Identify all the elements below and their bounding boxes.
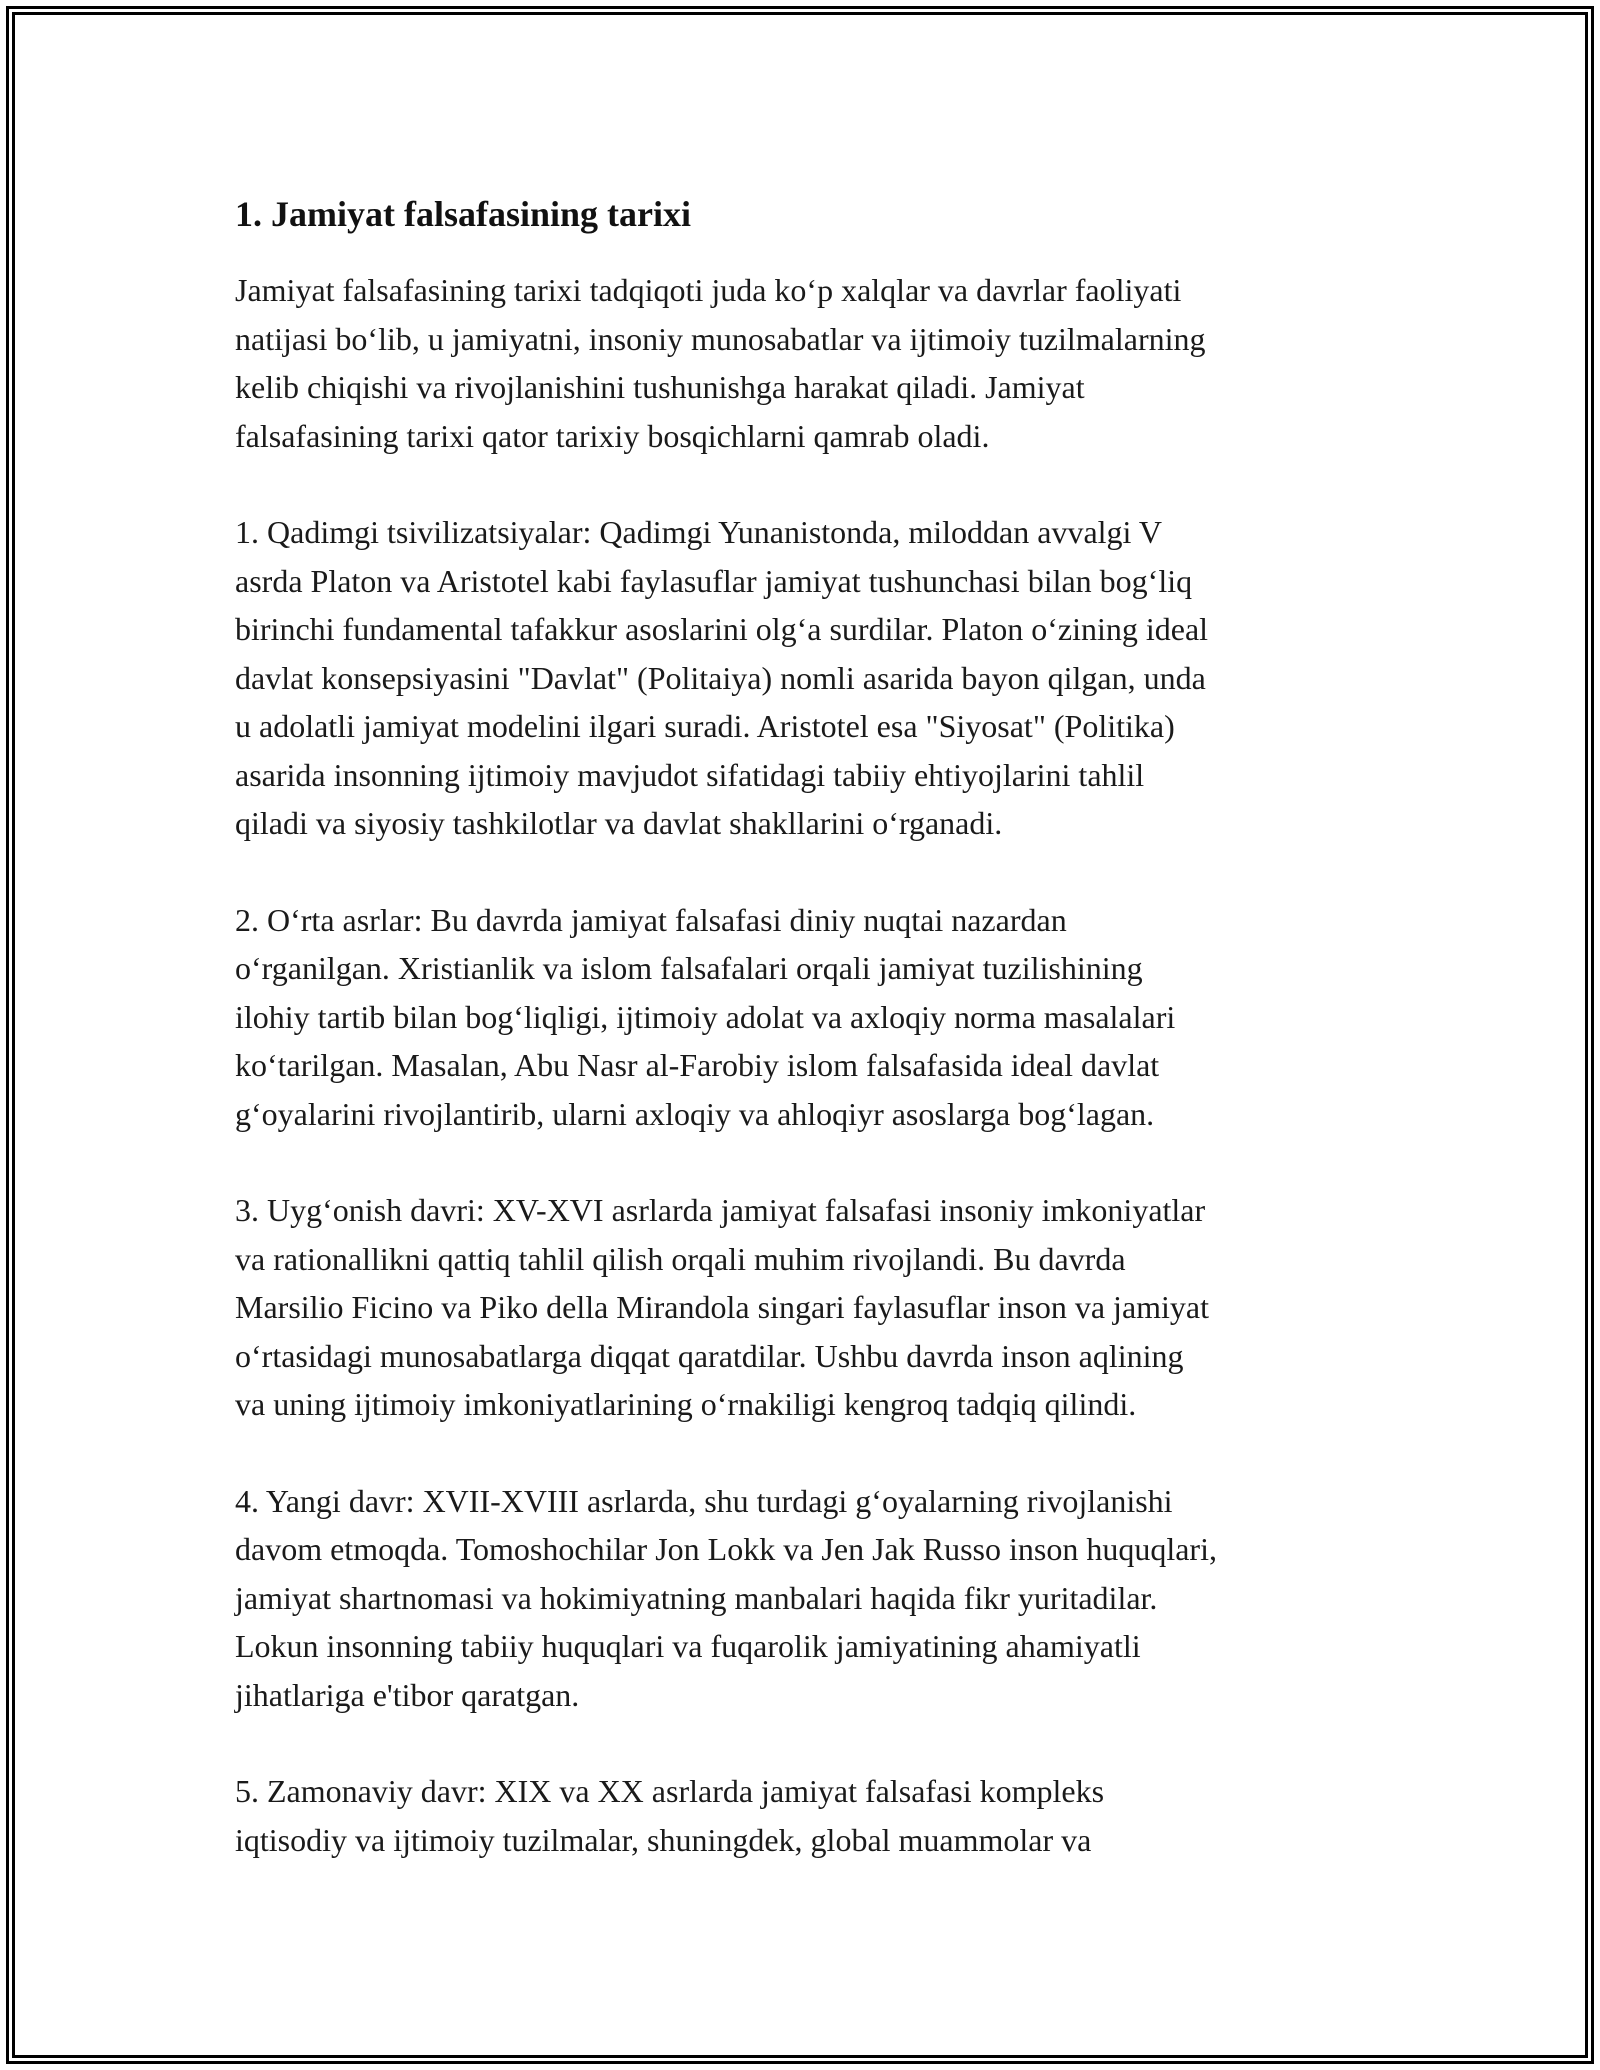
text-line: va uning ijtimoiy imkoniyatlarining o‘rnakiligi kengroq tadqiq qilindi.	[235, 1386, 1137, 1422]
text-line: kelib chiqishi va rivojlanishini tushunishga harakat qiladi. Jamiyat	[235, 369, 1085, 405]
text-line: davlat konsepsiyasini "Davlat" (Politaiya) nomli asarida bayon qilgan, unda	[235, 659, 1206, 696]
text-line: o‘rtasidagi munosabatlarga diqqat qaratdilar. Ushbu davrda inson aqlining	[235, 1337, 1184, 1374]
paragraph-renaissance	[235, 1186, 1375, 1429]
text-line: ko‘tarilgan. Masalan, Abu Nasr al-Farobiy islom falsafasida ideal davlat	[235, 1047, 1160, 1083]
text-line: qiladi va siyosiy tashkilotlar va davlat shakllarini o‘rganadi.	[235, 805, 1003, 841]
text-line: natijasi bo‘lib, u jamiyatni, insoniy munosabatlar va ijtimoiy tuzilmalarning	[235, 320, 1206, 357]
paragraph-ancient-civilizations	[235, 508, 1375, 848]
text-line: 5. Zamonaviy davr: XIX va XX asrlarda jamiyat falsafasi kompleks	[235, 1773, 1105, 1809]
text-line: 4. Yangi davr: XVII-XVIII asrlarda, shu turdagi g‘oyalarning rivojlanishi	[235, 1482, 1173, 1519]
text-line: asarida insonning ijtimoiy mavjudot sifatidagi tabiiy ehtiyojlarini tahlil	[235, 756, 1145, 793]
text-line: 3. Uyg‘onish davri: XV-XVI asrlarda jamiyat falsafasi insoniy imkoniyatlar	[235, 1192, 1206, 1228]
paragraph-modern-era	[235, 1767, 1375, 1864]
intro-paragraph	[235, 266, 1375, 460]
document-body	[235, 186, 1375, 1912]
section-heading: 1. Jamiyat falsafasining tarixi	[235, 194, 691, 234]
text-line: asrda Platon va Aristotel kabi faylasuflar jamiyat tushunchasi bilan bog‘liq	[235, 562, 1193, 599]
text-line: Lokun insonning tabiiy huquqlari va fuqarolik jamiyatining ahamiyatli	[235, 1628, 1141, 1664]
text-line: 2. O‘rta asrlar: Bu davrda jamiyat falsafasi diniy nuqtai nazardan	[235, 901, 1067, 938]
text-line: 1. Qadimgi tsivilizatsiyalar: Qadimgi Yunanistonda, miloddan avvalgi V	[235, 514, 1162, 550]
text-line: Jamiyat falsafasining tarixi tadqiqoti juda ko‘p xalqlar va davrlar faoliyati	[235, 272, 1182, 308]
text-line: Marsilio Ficino va Piko della Mirandola singari faylasuflar inson va jamiyat	[235, 1289, 1210, 1325]
text-line: jamiyat shartnomasi va hokimiyatning manbalari haqida fikr yuritadilar.	[235, 1579, 1158, 1616]
text-line: iqtisodiy va ijtimoiy tuzilmalar, shuningdek, global muammolar va	[235, 1821, 1092, 1858]
text-line: jihatlariga e'tibor qaratgan.	[235, 1676, 580, 1713]
text-line: birinchi fundamental tafakkur asoslarini olg‘a surdilar. Platon o‘zining ideal	[235, 611, 1209, 647]
text-line: falsafasining tarixi qator tarixiy bosqichlarni qamrab oladi.	[235, 417, 990, 454]
text-line: ilohiy tartib bilan bog‘liqligi, ijtimoiy adolat va axloqiy norma masalalari	[235, 998, 1176, 1035]
text-line: u adolatli jamiyat modelini ilgari suradi. Aristotel esa "Siyosat" (Politika)	[235, 708, 1175, 744]
text-line: g‘oyalarini rivojlantirib, ularni axloqiy va ahloqiyr asoslarga bog‘lagan.	[235, 1095, 1155, 1132]
paragraph-new-era	[235, 1477, 1375, 1720]
text-line: davom etmoqda. Tomoshochilar Jon Lokk va Jen Jak Russo inson huquqlari,	[235, 1531, 1217, 1567]
text-line: va rationallikni qattiq tahlil qilish orqali muhim rivojlandi. Bu davrda	[235, 1240, 1126, 1277]
paragraph-middle-ages	[235, 896, 1375, 1139]
text-line: o‘rganilgan. Xristianlik va islom falsafalari orqali jamiyat tuzilishining	[235, 950, 1143, 986]
